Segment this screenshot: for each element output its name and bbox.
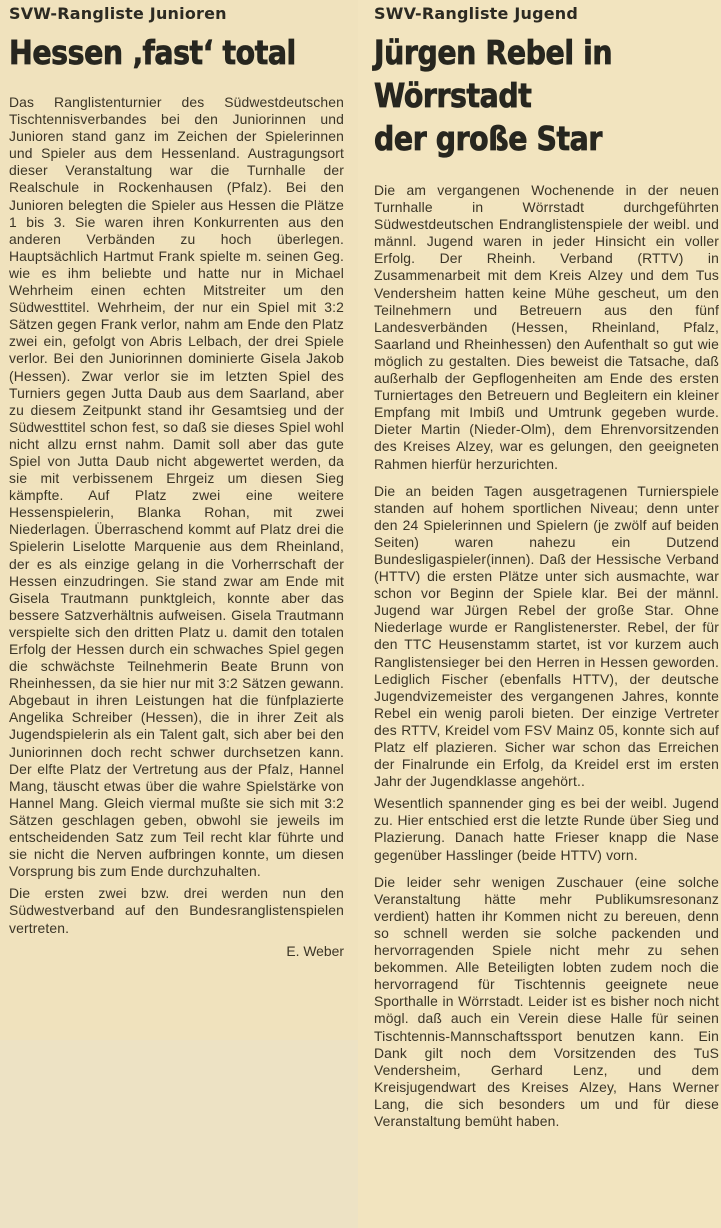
right-paragraph: Wesentlich spannender ging es bei der weibl. Jugend zu. Hier entschied erst die letzte Runde über Sieg und Plazierung. Danach hatte Frieser knapp die Nase gegenüber Hasslinger (beide HTTV) vorn.	[374, 795, 719, 863]
page-margin	[0, 1040, 358, 1228]
right-paragraph: Die am vergangenen Wochenende in der neuen Turnhalle in Wörrstadt durchgeführten Südwestdeutschen Endranglistenspiele der weibl. und männl. Jugend waren in jeder Hinsicht ein voller Erfolg. Der Rheinh. Verband (RTTV) in Zusammenarbeit mit dem Kreis Alzey und dem Tus Vendersheim hatten keine Mühe gescheut, um den Teilnehmern und Betreuern aus den fünf Landesverbänden (Hessen, Rheinland, Pfalz, Saarland und Rheinhessen) den Aufenthalt so gut wie möglich zu gestalten. Dies beweist die Tatsache, daß außerhalb der Gepflogenheiten am Ende des ersten Turniertages den Betreuern und Begleitern ein kleiner Empfang mit Imbiß und Umtrunk gegeben wurde. Dieter Martin (Nieder-Olm), dem Ehrenvorsitzenden des Kreises Alzey, war es gelungen, den geeigneten Rahmen hierfür herzurichten.	[374, 182, 719, 472]
right-paragraph: Die an beiden Tagen ausgetragenen Turnierspiele standen auf hohem sportlichen Niveau; denn unter den 24 Spielerinnen und Spielern (je zwölf auf beiden Seiten) waren nahezu ein Dutzend Bundesligaspieler(innen). Daß der Hessische Verband (HTTV) die ersten Plätze unter sich ausmachte, war schon vor Beginn der Spiele klar. Bei der männl. Jugend war Jürgen Rebel der große Star. Ohne Niederlage wurde er Ranglistenerster. Rebel, der für den TTC Heusenstamm startet, ist vor kurzem auch Ranglistensieger bei den Herren in Hessen geworden. Lediglich Fischer (ebenfalls HTTV), der deutsche Jugendvizemeister des vergangenen Jahres, konnte Rebel ein wenig paroli bieten. Der einzige Vertreter des RTTV, Kreidel vom FSV Mainz 05, konnte sich auf Platz elf plazieren. Sicher war schon das Erreichen der Finalrunde ein Erfolg, da Kreidel erst im ersten Jahr der Jugendklasse angehört..	[374, 482, 719, 790]
left-headline-block	[9, 31, 344, 74]
right-article	[358, 0, 721, 1228]
left-paragraph: Das Ranglistenturnier des Südwestdeutschen Tischtennisverbandes bei den Juniorinnen und Junioren stand ganz im Zeichen der Spielerinnen und Spieler aus dem Hessenland. Austragungsort dieser Veranstaltung war die Turnhalle der Realschule in Rockenhausen (Pfalz). Bei den Junioren belegten die Spieler aus Hessen die Plätze 1 bis 3. Sie waren ihren Konkurrenten aus den anderen Verbänden zu hoch überlegen. Hauptsächlich Hartmut Frank spielte m. seinen Geg. wie es ihm beliebte und hatte nur in Michael Wehrheim einen echten Mitstreiter um den Südwesttitel. Wehrheim, der nur ein Spiel mit 3:2 Sätzen gegen Frank verlor, nahm am Ende den Platz zwei ein, gefolgt von Abris Lelbach, der drei Spiele verlor. Bei den Juniorinnen dominierte Gisela Jakob (Hessen). Zwar verlor sie im letzten Spiel des Turniers gegen Jutta Daub aus dem Saarland, aber zu diesem Zeitpunkt stand ihr Gesamtsieg und der Südwesttitel schon fest, so daß sie dieses Spiel wohl nicht allzu ernst nahm. Damit soll aber das gute Spiel von Jutta Daub nicht abgewertet werden, da sie mit verbissenem Ehrgeiz um diesen Sieg kämpfte. Auf Platz zwei eine weitere Hessenspielerin, Blanka Rohan, mit zwei Niederlagen. Überraschend kommt auf Platz drei die Spielerin Liselotte Marquenie aus dem Rheinland, der es als einzige gelang in die Vorherrschaft der Hessen einzudringen. Sie stand zwar am Ende mit Gisela Trautmann punktgleich, konnte aber das bessere Satzverhältnis aufweisen. Gisela Trautmann verspielte sich den dritten Platz u. damit den totalen Erfolg der Hessen durch ein schwaches Spiel gegen die schwächste Teilnehmerin Beate Brunn von Rheinhessen, da sie hier nur mit 3:2 Sätzen gewann. Abgebaut in ihren Leistungen hat die fünfplazierte Angelika Schreiber (Hessen), die in ihrer Zeit als Jugendspielerin als ein Talent galt, sich aber bei den Juniorinnen doch recht schwer durchsetzen kann. Der elfte Platz der Vertretung aus der Pfalz, Hannel Mang, täuscht etwas über die wahre Spielstärke von Hannel Mang. Gleich viermal mußte sie sich mit 3:2 Sätzen geschlagen geben, obwohl sie jeweils im entscheidenden Satz zum Teil recht klar führte und sie nicht die Nerven aufbringen konnte, um diesen Vorsprung bis zum Ende durchzuhalten.	[9, 94, 344, 880]
left-paragraph: Die ersten zwei bzw. drei werden nun den Südwestverband auf den Bundesranglistenspielen vertreten.	[9, 885, 344, 936]
right-headline-line-2: Wörrstadt	[374, 76, 532, 115]
right-article-body	[374, 182, 719, 1130]
right-kicker: SWV-Rangliste Jugend	[374, 4, 579, 23]
right-headline-block	[374, 31, 719, 160]
left-article	[0, 0, 358, 1228]
left-headline: Hessen ‚fast‘ total	[9, 33, 296, 72]
right-headline-line-3: der große Star	[374, 119, 602, 158]
right-headline-line-1: Jürgen Rebel in	[374, 33, 613, 72]
right-paragraph: Die leider sehr wenigen Zuschauer (eine solche Veranstaltung hätte mehr Publikumsresonanz verdient) hatten ihr Kommen nicht zu bereuen, denn so schnell werden sie solche packenden und hervorragenden Spiele nicht mehr zu sehen bekommen. Alle Beteiligten lobten zudem noch die hervorragend für Tischtennis geeignete neue Sporthalle in Wörrstadt. Leider ist es bisher noch nicht mögl. daß auch ein Verein diese Halle für seinen Tischtennis-Mannschaftssport benutzen kann. Ein Dank gilt noch dem Vorsitzenden des TuS Vendersheim, Gerhard Lenz, und dem Kreisjugendwart des Kreises Alzey, Hans Werner Lang, die sich besonders um und für diese Veranstaltung bemüht haben.	[374, 873, 719, 1129]
left-kicker: SVW-Rangliste Junioren	[9, 4, 227, 23]
author-signature: E. Weber	[286, 942, 344, 959]
left-article-body	[9, 94, 344, 937]
